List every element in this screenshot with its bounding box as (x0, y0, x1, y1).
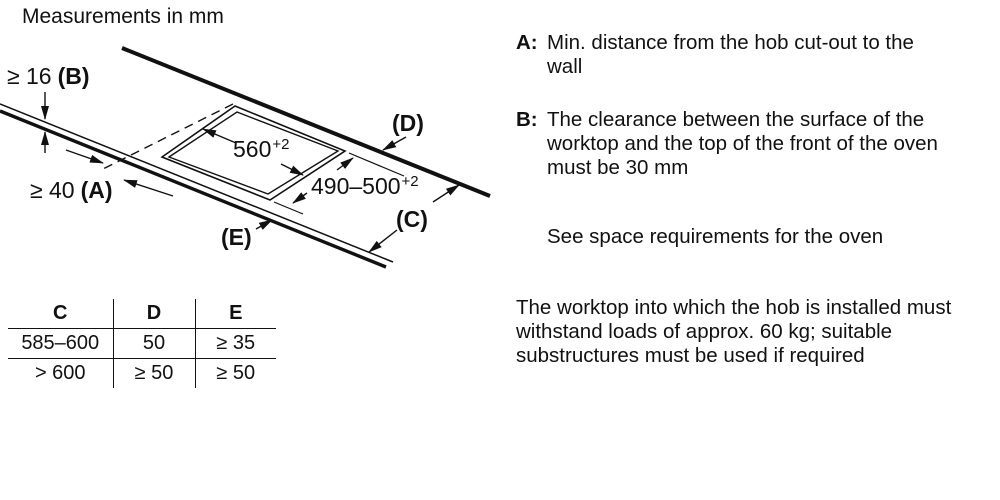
extension-line (274, 202, 303, 214)
col-header-e: E (195, 299, 276, 329)
cell-c: 585–600 (8, 329, 113, 359)
cell-e: ≥ 50 (216, 362, 256, 384)
label-c-leader (369, 230, 397, 252)
note-a (516, 31, 968, 79)
dim-a-label: ≥ 40 (A) (30, 177, 113, 203)
label-c: (C) (396, 206, 428, 232)
label-e: (E) (221, 224, 252, 250)
note-b-label: B: (516, 108, 538, 131)
table-row (8, 359, 276, 389)
note-b (516, 108, 968, 180)
dim-a-arrow (124, 180, 173, 196)
cell-d: ≥ 50 (113, 359, 195, 389)
table-header-row (8, 299, 276, 329)
label-e-leader (256, 220, 272, 229)
note-a-label: A: (516, 31, 538, 54)
diagram-title: Measurements in mm (22, 5, 224, 28)
notes-panel (516, 31, 968, 368)
label-d-leader (383, 137, 406, 150)
cell-d: 50 (113, 329, 195, 359)
col-header-c: C (8, 299, 113, 329)
label-d: (D) (392, 110, 424, 136)
table-row (8, 329, 276, 359)
cell-c: > 600 (8, 359, 113, 389)
note-see-space: See space requirements for the oven (547, 225, 884, 248)
spec-table (8, 299, 276, 388)
cell-e: ≥ 35 (195, 329, 276, 359)
cutout-width-dim: $560^{+2}$ (233, 136, 290, 162)
note-load: The worktop into which the hob is installed must withstand loads of approx. 60 kg; suitable substructures must be used if required (516, 296, 952, 367)
dim-depth-arrow (337, 158, 353, 170)
installation-diagram (0, 0, 500, 292)
cutout-depth-dim: $490-500^{+2}$ (311, 173, 419, 199)
dim-depth-arrow (293, 193, 307, 203)
label-c-leader (433, 185, 459, 202)
col-header-d: D (113, 299, 195, 329)
note-a-text: Min. distance from the hob cut-out to the wall (547, 31, 914, 78)
note-b-text: The clearance between the surface of the worktop and the top of the front of the oven must be 30 mm (547, 108, 938, 179)
dim-b-label: ≥ 16 (B) (7, 63, 90, 89)
